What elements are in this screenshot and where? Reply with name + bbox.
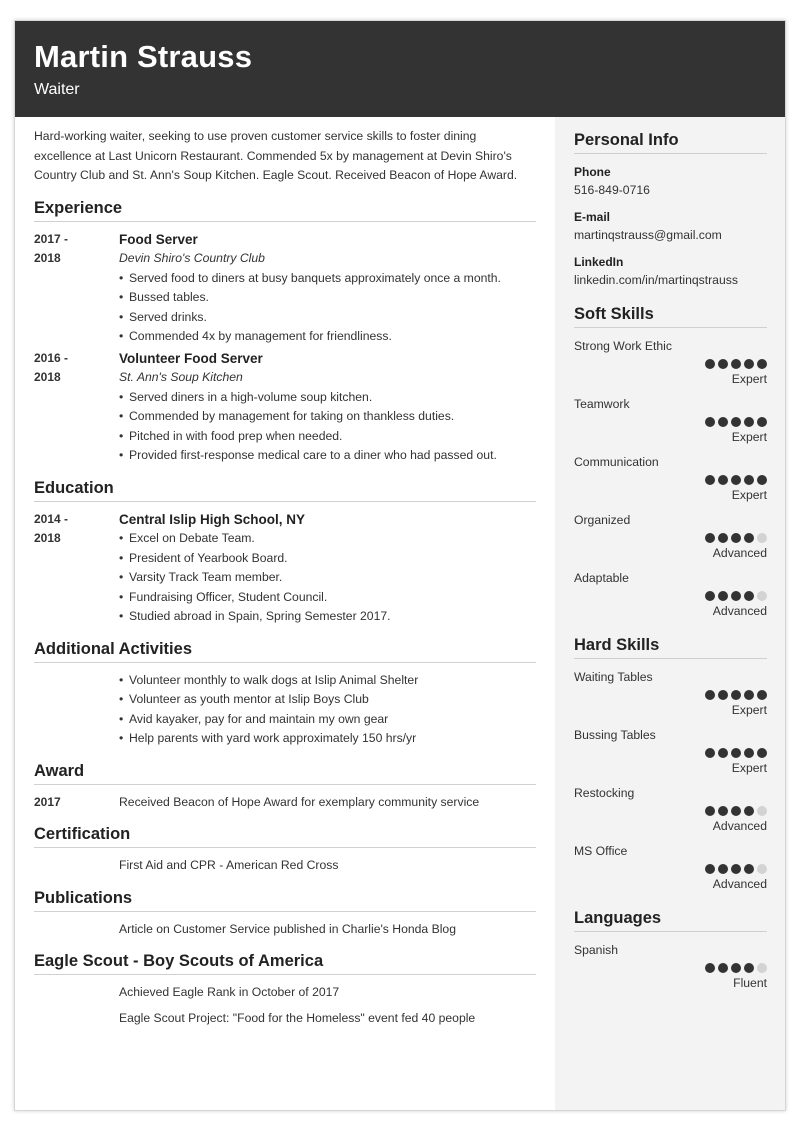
certification-text: First Aid and CPR - American Red Cross [119, 858, 339, 872]
entry-date-start: 2014 - [34, 511, 69, 526]
entry-body [119, 510, 536, 627]
entry-title: Central Islip High School, NY [119, 511, 306, 527]
skill-name: Communication [574, 455, 659, 469]
skill-rating [574, 748, 767, 758]
bullet-item: • Provided first-response medical care to a diner who had passed out. [119, 446, 536, 466]
skill-level: Fluent [733, 976, 767, 990]
bullet-item: • Excel on Debate Team. [119, 529, 536, 549]
languages-section [574, 909, 767, 992]
award-text: Received Beacon of Hope Award for exemplary community service [119, 794, 480, 809]
personal-info-heading: Personal Info [574, 131, 767, 154]
sidebar [555, 117, 786, 1111]
entry-body [119, 349, 536, 466]
bullet-item: • Varsity Track Team member. [119, 568, 536, 588]
experience-entry [34, 230, 536, 347]
rating-dot-filled [705, 690, 715, 700]
entry-title: Volunteer Food Server [119, 350, 263, 366]
skill-rating [574, 475, 767, 485]
skill-level: Advanced [712, 546, 767, 560]
entry-bullets [119, 529, 536, 627]
rating-dot-filled [744, 690, 754, 700]
skill-level: Expert [731, 703, 767, 717]
bullet-item: • Fundraising Officer, Student Council. [119, 588, 536, 608]
languages-heading: Languages [574, 909, 767, 932]
publications-entry [34, 920, 536, 940]
entry-date-start: 2016 - [34, 350, 69, 365]
rating-dot-filled [705, 533, 715, 543]
rating-dot-filled [731, 748, 741, 758]
rating-dot-filled [731, 963, 741, 973]
skill-item [574, 784, 767, 835]
bullet-item: • Volunteer monthly to walk dogs at Islip Animal Shelter [119, 671, 536, 691]
rating-dot-filled [718, 690, 728, 700]
linkedin-value: linkedin.com/in/martinqstrauss [574, 273, 738, 287]
skill-name: Adaptable [574, 571, 629, 585]
eagle-scout-entry [34, 983, 536, 1028]
candidate-name: Martin Strauss [34, 39, 253, 74]
publications-heading: Publications [34, 889, 536, 912]
certification-entry [34, 856, 536, 876]
languages-list [574, 941, 767, 992]
entry-body [119, 671, 536, 749]
award-heading: Award [34, 762, 536, 785]
hard-skills-section [574, 636, 767, 893]
skill-level: Expert [731, 430, 767, 444]
rating-dot-filled [705, 806, 715, 816]
entry-date [34, 510, 119, 627]
rating-dot-filled [744, 963, 754, 973]
skill-rating [574, 963, 767, 973]
rating-dot-filled [757, 417, 767, 427]
rating-dot-filled [731, 475, 741, 485]
bullet-item: • Pitched in with food prep when needed. [119, 427, 536, 447]
skill-item [574, 726, 767, 777]
entry-body [119, 983, 536, 1028]
bullet-item: • Help parents with yard work approximately 150 hrs/yr [119, 729, 536, 749]
rating-dot-empty [757, 864, 767, 874]
candidate-role: Waiter [34, 81, 80, 98]
skill-name: Bussing Tables [574, 728, 656, 742]
rating-dot-filled [744, 475, 754, 485]
entry-date-end: 2018 [34, 370, 61, 384]
bullet-item: • Studied abroad in Spain, Spring Semester 2017. [119, 607, 536, 627]
soft-skills-list [574, 337, 767, 620]
skill-item [574, 395, 767, 446]
skill-name: Restocking [574, 786, 635, 800]
skill-item [574, 453, 767, 504]
rating-dot-empty [757, 533, 767, 543]
skill-name: MS Office [574, 844, 628, 858]
rating-dot-filled [744, 533, 754, 543]
entry-date-end: 2018 [34, 251, 61, 265]
rating-dot-filled [718, 864, 728, 874]
bullet-item: • President of Yearbook Board. [119, 549, 536, 569]
skill-item [574, 569, 767, 620]
rating-dot-filled [705, 417, 715, 427]
rating-dot-filled [744, 359, 754, 369]
skill-name: Organized [574, 513, 631, 527]
rating-dot-filled [718, 748, 728, 758]
skill-name: Spanish [574, 943, 619, 957]
entry-body [119, 230, 536, 347]
skill-level: Advanced [712, 877, 767, 891]
activities-entry [34, 671, 536, 749]
rating-dot-filled [705, 864, 715, 874]
bullet-item: • Volunteer as youth mentor at Islip Boys Club [119, 690, 536, 710]
entry-date-empty [34, 983, 119, 1028]
entry-bullets [119, 388, 536, 466]
rating-dot-filled [705, 963, 715, 973]
bullet-item: • Served drinks. [119, 308, 536, 328]
entry-date-empty [34, 920, 119, 940]
entry-date-empty [34, 856, 119, 876]
certification-heading: Certification [34, 825, 536, 848]
rating-dot-filled [718, 359, 728, 369]
entry-date-end: 2018 [34, 531, 61, 545]
rating-dot-filled [718, 417, 728, 427]
soft-skills-section [574, 305, 767, 620]
skill-level: Advanced [712, 604, 767, 618]
education-entry [34, 510, 536, 627]
bullet-item: • Avid kayaker, pay for and maintain my own gear [119, 710, 536, 730]
rating-dot-filled [744, 591, 754, 601]
activities-heading: Additional Activities [34, 640, 536, 663]
eagle-scout-heading: Eagle Scout - Boy Scouts of America [34, 952, 536, 975]
rating-dot-filled [705, 359, 715, 369]
publications-text: Article on Customer Service published in Charlie's Honda Blog [119, 921, 456, 936]
entry-date [34, 349, 119, 466]
skill-rating [574, 591, 767, 601]
rating-dot-filled [718, 591, 728, 601]
hard-skills-heading: Hard Skills [574, 636, 767, 659]
rating-dot-filled [731, 417, 741, 427]
summary-text: Hard-working waiter, seeking to use proven customer service skills to foster dining excellence at Last Unicorn Restaurant. Commended 5x by management at Devin Shiro's Country Club and St. Ann's Soup Kitchen. Eagle Scout. Received Beacon of Hope Award. [34, 129, 518, 182]
entry-date-start: 2017 - [34, 231, 69, 246]
rating-dot-filled [757, 690, 767, 700]
award-date: 2017 [34, 794, 61, 809]
personal-info-section [574, 131, 767, 289]
rating-dot-filled [757, 475, 767, 485]
rating-dot-filled [718, 533, 728, 543]
rating-dot-filled [731, 806, 741, 816]
entry-title: Food Server [119, 231, 198, 247]
rating-dot-filled [705, 591, 715, 601]
rating-dot-empty [757, 591, 767, 601]
skill-rating [574, 533, 767, 543]
skill-level: Expert [731, 761, 767, 775]
bullet-item: • Served food to diners at busy banquets approximately once a month. [119, 269, 536, 289]
skill-name: Waiting Tables [574, 670, 653, 684]
entry-organization: St. Ann's Soup Kitchen [119, 370, 243, 384]
phone-label: Phone [574, 165, 611, 179]
rating-dot-filled [744, 806, 754, 816]
experience-entry [34, 349, 536, 466]
skill-rating [574, 690, 767, 700]
rating-dot-empty [757, 806, 767, 816]
skill-item [574, 511, 767, 562]
skill-item [574, 842, 767, 893]
award-entry [34, 793, 536, 813]
skill-name: Teamwork [574, 397, 630, 411]
skill-level: Advanced [712, 819, 767, 833]
rating-dot-filled [757, 748, 767, 758]
rating-dot-filled [731, 533, 741, 543]
entry-date-empty [34, 671, 119, 749]
rating-dot-filled [718, 806, 728, 816]
education-heading: Education [34, 479, 536, 502]
skill-rating [574, 864, 767, 874]
resume-sheet [14, 20, 786, 1111]
rating-dot-filled [744, 864, 754, 874]
rating-dot-filled [757, 359, 767, 369]
phone-value: 516-849-0716 [574, 183, 650, 197]
bullet-item: • Commended 4x by management for friendliness. [119, 327, 536, 347]
rating-dot-filled [744, 417, 754, 427]
skill-level: Expert [731, 488, 767, 502]
skill-item [574, 941, 767, 992]
email-label: E-mail [574, 210, 611, 224]
linkedin-label: LinkedIn [574, 255, 624, 269]
main-column [34, 127, 536, 1034]
rating-dot-filled [705, 475, 715, 485]
rating-dot-filled [731, 591, 741, 601]
rating-dot-filled [744, 748, 754, 758]
rating-dot-filled [718, 475, 728, 485]
sidebar-content [574, 131, 767, 1008]
skill-rating [574, 806, 767, 816]
hard-skills-list [574, 668, 767, 893]
rating-dot-filled [705, 748, 715, 758]
skill-item [574, 668, 767, 719]
skill-rating [574, 417, 767, 427]
entry-bullets [119, 269, 536, 347]
email-value: martinqstrauss@gmail.com [574, 228, 722, 242]
skill-name: Strong Work Ethic [574, 339, 672, 353]
entry-organization: Devin Shiro's Country Club [119, 251, 265, 265]
soft-skills-heading: Soft Skills [574, 305, 767, 328]
resume-header [15, 21, 786, 117]
rating-dot-filled [718, 963, 728, 973]
bullet-item: • Bussed tables. [119, 288, 536, 308]
skill-rating [574, 359, 767, 369]
entry-bullets [119, 671, 536, 749]
experience-heading: Experience [34, 199, 536, 222]
eagle-scout-line: Eagle Scout Project: "Food for the Homeless" event fed 40 people [119, 1010, 476, 1025]
entry-date [34, 230, 119, 347]
skill-level: Expert [731, 372, 767, 386]
eagle-scout-line: Achieved Eagle Rank in October of 2017 [119, 985, 340, 999]
bullet-item: • Served diners in a high-volume soup kitchen. [119, 388, 536, 408]
skill-item [574, 337, 767, 388]
rating-dot-empty [757, 963, 767, 973]
bullet-item: • Commended by management for taking on thankless duties. [119, 407, 536, 427]
rating-dot-filled [731, 864, 741, 874]
rating-dot-filled [731, 690, 741, 700]
rating-dot-filled [731, 359, 741, 369]
